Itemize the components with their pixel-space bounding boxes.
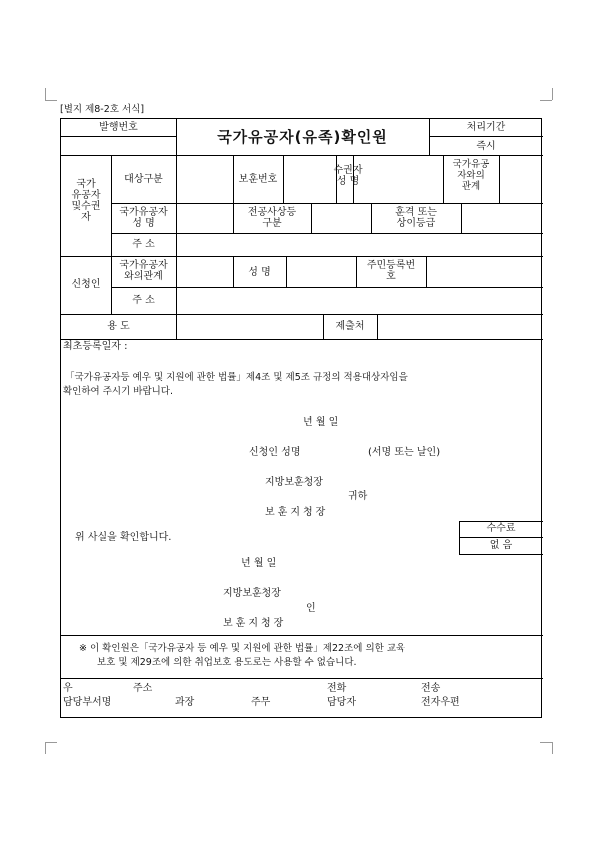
application-date: 년 월 일 [303, 417, 339, 428]
crop-mark-bl-h [45, 742, 57, 743]
applicant-relation-label: 국가유공자 와의관계 [119, 260, 168, 282]
footer-dept-label: 담당부서명 [63, 697, 112, 708]
applicant-section-label: 신청인 [71, 279, 101, 290]
fee-label: 수수료 [486, 523, 516, 534]
rule [459, 521, 543, 522]
footer-officer-label: 주무 [251, 697, 271, 708]
crop-mark-tl-v [45, 88, 46, 100]
rule [61, 678, 543, 679]
rule [61, 155, 543, 156]
honorific-label: 귀하 [348, 491, 368, 502]
footer-postal-label: 우 [63, 683, 73, 694]
crop-mark-br-h [540, 742, 552, 743]
notice-text: 보호 및 제29조에 의한 취업보호 용도로는 사용할 수 없습니다. [97, 657, 357, 668]
rule [283, 155, 284, 203]
applicant-name-label: 성 명 [248, 267, 271, 278]
injury-type-label: 전공사상등 구분 [247, 207, 297, 229]
processing-period-value: 즉시 [476, 141, 496, 152]
footer-address-label: 주소 [133, 683, 153, 694]
rule [426, 256, 427, 287]
rule [499, 155, 500, 203]
rule [176, 155, 177, 339]
merit-section-label: 국가 유공자 및수권 자 [71, 179, 101, 223]
rule [429, 136, 543, 137]
rule [61, 635, 543, 636]
merit-address-label: 주 소 [132, 239, 155, 250]
footer-phone-label: 전화 [327, 683, 347, 694]
regional-office-label: 지방보훈청장 [265, 477, 323, 488]
confirmation-form [60, 118, 542, 718]
fee-value: 없 음 [489, 540, 513, 551]
form-number-label: [별지 제8-2호 서식] [60, 104, 145, 115]
footer-email-label: 전자우편 [421, 697, 460, 708]
rule [61, 339, 543, 340]
notice-text: ※ 이 확인원은「국가유공자 등 예우 및 지원에 관한 법률」제22조에 의한 교육 [79, 643, 406, 654]
rule [61, 136, 176, 137]
target-type-label: 대상구분 [124, 174, 163, 185]
branch-office-label: 보훈지청장 [265, 507, 329, 518]
footer-staff-label: 담당자 [327, 697, 356, 708]
form-title: 국가유공자(유족)확인원 [217, 128, 388, 146]
issue-number-label: 발행번호 [99, 122, 138, 133]
crop-mark-bl-v [45, 742, 46, 754]
request-text: 「국가유공자등 예우 및 지원에 관한 법률」제4조 및 제5조 규정의 적용대상자임을 [65, 372, 408, 383]
regional-office-label-2: 지방보훈청장 [223, 588, 281, 599]
footer-section-chief-label: 과장 [175, 697, 195, 708]
rule [61, 256, 543, 257]
rule [61, 314, 543, 315]
resident-number-label: 주민등록번 호 [366, 260, 416, 282]
confirm-text: 위 사실을 확인합니다. [75, 532, 172, 543]
rule [461, 203, 462, 233]
crop-mark-tl-h [45, 100, 57, 101]
veteran-number-label: 보훈번호 [238, 174, 278, 185]
merit-person-name-label: 국가유공자 성 명 [119, 207, 168, 229]
confirmation-date: 년 월 일 [241, 558, 277, 569]
signature-note: (서명 또는 날인) [368, 447, 441, 458]
request-text: 확인하여 주시기 바랍니다. [63, 386, 174, 397]
rule [459, 554, 543, 555]
crop-mark-tr-h [540, 100, 552, 101]
seal-label: 인 [306, 603, 316, 614]
processing-period-label: 처리기간 [466, 122, 506, 133]
applicant-signature-label: 신청인 성명 [249, 447, 301, 458]
rule [377, 314, 378, 339]
rule [286, 256, 287, 287]
footer-fax-label: 전송 [421, 683, 441, 694]
relation-to-merit-label: 국가유공 자와의 관계 [452, 159, 490, 192]
rule [311, 203, 312, 233]
branch-office-label-2: 보훈지청장 [223, 618, 287, 629]
applicant-address-label: 주 소 [132, 295, 155, 306]
crop-mark-tr-v [552, 88, 553, 100]
first-registration-date-label: 최초등록일자 : [63, 341, 128, 352]
purpose-label: 용 도 [107, 321, 130, 332]
submit-to-label: 제출처 [335, 321, 365, 332]
crop-mark-br-v [552, 742, 553, 754]
rule [459, 537, 543, 538]
decoration-grade-label: 훈격 또는 상이등급 [395, 207, 437, 229]
recipient-name-label: 수권자 성 명 [333, 165, 363, 187]
